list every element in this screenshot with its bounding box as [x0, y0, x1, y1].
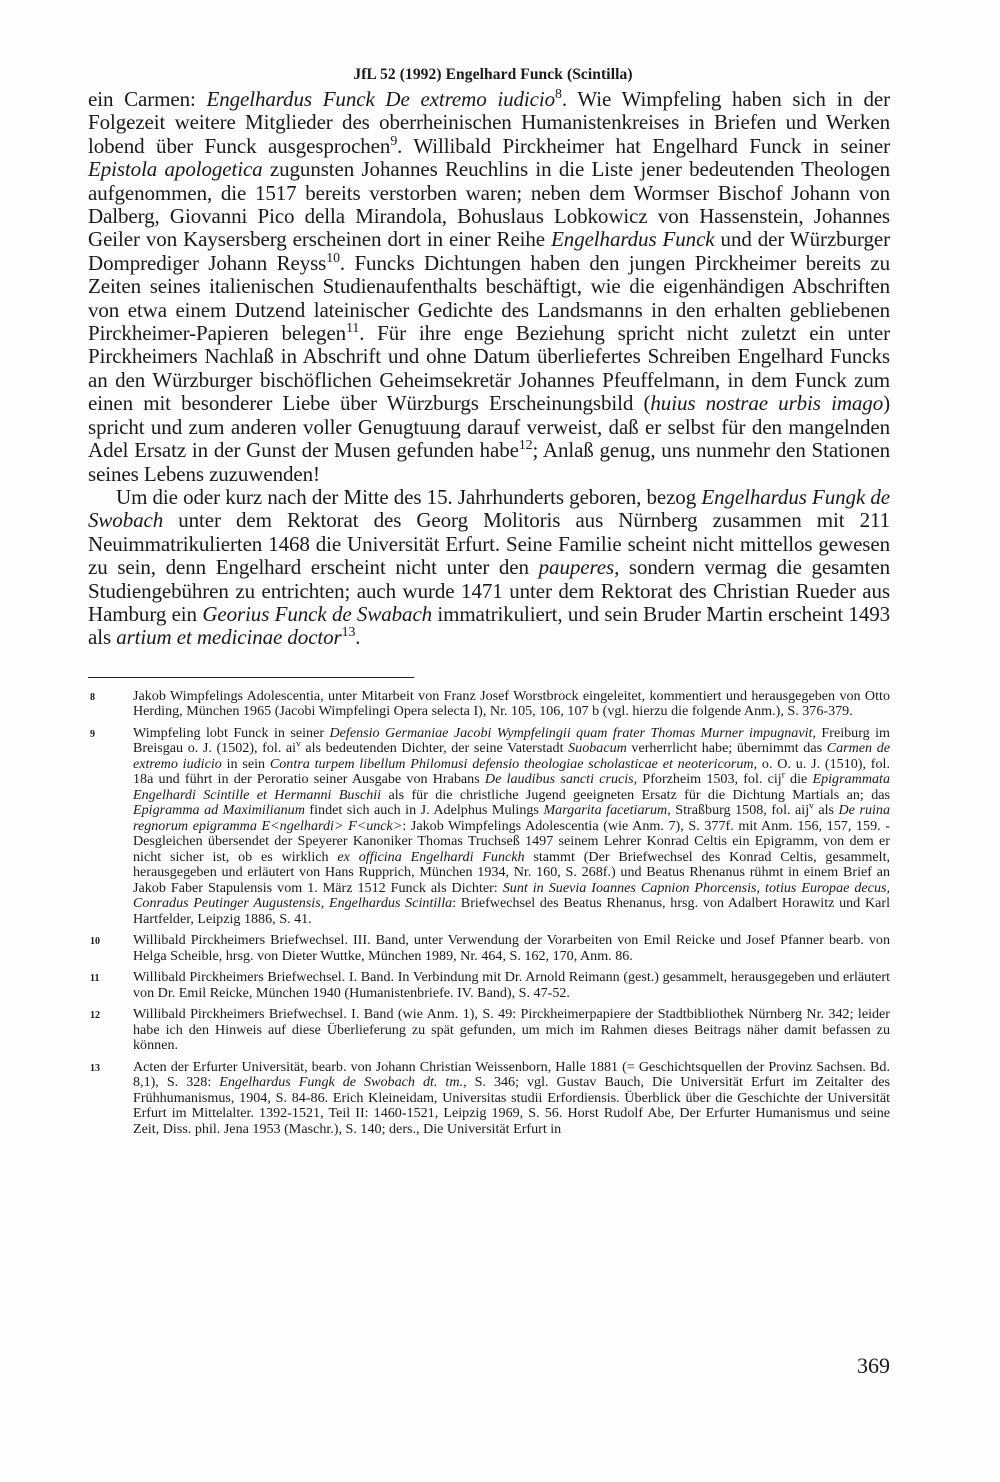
footnote-number: 11 [90, 973, 100, 985]
footnote-text [133, 1007, 890, 1054]
italic-text: Epigramma ad Maximilianum [133, 802, 305, 819]
footnote-reference: r [781, 770, 785, 781]
footnote-reference: 11 [346, 320, 360, 336]
footnote-reference: v [296, 739, 301, 750]
italic-text: Georius Funck de Swabach [202, 601, 433, 626]
italic-text: artium et medicinae doctor [116, 625, 342, 650]
footnote-number: 13 [90, 1062, 100, 1074]
footnote-text [133, 970, 890, 1001]
footnote-text [133, 933, 890, 964]
text-run: zugunsten Johannes Reuchlins in die Liste jener bedeutenden Theologen aufgenommen, die 1517 bereits verstorben waren; neben dem Wormser Bischof Johann von Dalberg, Giovanni Pico della Mirandola, Bohuslaus Lobkowicz von Hassenstein, Johannes Geiler von Kaysersberg erscheinen dort in einer Reihe [88, 157, 890, 252]
text-run: ) spricht und zum anderen voller Genugtuung darauf verweist, daß er selbst für den mangelnden Adel Ersatz in der Gunst der Musen gefunden habe [88, 391, 890, 463]
italic-text: Engelhardus Funck [551, 227, 715, 252]
footnote-text [133, 689, 890, 720]
paragraph [88, 486, 890, 650]
italic-text: Engelhardus Funck De extremo iudicio [206, 87, 556, 111]
footnote [88, 1060, 890, 1138]
footnote-reference: 13 [341, 624, 356, 640]
text-run: : Briefwechsel des Beatus Rhenanus, hrsg. von Adalbert Horawitz und Karl Hartfelder, Leipzig 1886, S. 41. [133, 895, 890, 927]
footnote [88, 726, 890, 928]
footnote-number: 9 [90, 728, 95, 740]
footnote-reference: 10 [326, 249, 340, 265]
text-run: , Freiburg im Breisgau o. J. (1502), fol. ai [133, 724, 891, 757]
text-run: Willibald Pirckheimers Briefwechsel. III. Band, unter Verwendung der Vorarbeiten von Emil Reicke und Josef Pfanner bearb. von Helga Scheible, hrsg. von Dieter Wuttke, München 1989, Nr. 464, S. 162, 170, Anm. 86. [133, 932, 890, 964]
footnote [88, 689, 890, 720]
text-run: Um die oder kurz nach der Mitte des 15. Jahrhunderts geboren, bezog [116, 484, 702, 509]
text-run: ein Carmen: [88, 87, 207, 111]
text-run: unter dem Rektorat des Georg Molitoris aus Nürnberg zusammen mit 211 Neuimmatrikulierten 1468 die Universität Erfurt. Seine Familie scheint nicht mittellos gewesen zu sein, denn Engelhard erscheint nicht unter den [88, 508, 890, 580]
footnote-separator [88, 677, 414, 678]
italic-text: Engelhardus Fungk de Swobach dt. tm. [219, 1074, 464, 1091]
text-run: , Pforzheim 1503, fol. cij [633, 771, 782, 788]
italic-text: Carmen de extremo iudicio [133, 740, 890, 772]
text-run: ; Anlaß genug, uns nunmehr den Stationen seines Lebens zuzuwenden! [88, 438, 890, 486]
footnote-reference: 8 [555, 86, 562, 101]
text-run: . Funcks Dichtungen haben den jungen Pirckheimer bereits zu Zeiten seines italienischen Studienaufenthalts beschäftigt, wie die eigenhändigen Abschriften von etwa einem Dutzend lateinischer Gedichte des Landsmanns in den erhalten gebliebenen Pirckheimer-Papieren belegen [88, 250, 891, 346]
footnote [88, 933, 890, 964]
text-run: und der Würzburger Domprediger Johann Reyss [88, 227, 890, 275]
text-run: . [355, 625, 361, 650]
italic-text: Defensio Germaniae Jacobi Wympfelingii quam frater Thomas Murner impugnavit [329, 724, 813, 741]
text-run: die [784, 771, 813, 788]
italic-text: Epistola apologetica [88, 157, 263, 182]
paragraph [88, 88, 890, 486]
running-header: JfL 52 (1992) Engelhard Funck (Scintilla) [353, 66, 633, 83]
text-run: als für die christliche Jugend geeigneten Ersatz für die Dichtung Martials an; das [381, 786, 890, 803]
italic-text: De ruina regnorum epigramma E<ngelhardi> F<unck> [133, 802, 890, 834]
text-run: Willibald Pirckheimers Briefwechsel. I. Band (wie Anm. 1), S. 49: Pirckheimerpapiere der Stadtbibliothek Nürnberg Nr. 342; leider habe ich den Hinweis auf diese Überlieferung zu spät gefunden, um mich im Rahmen dieses Beitrags näher damit befassen zu können. [133, 1006, 890, 1054]
text-run: . Für ihre enge Beziehung spricht nicht zuletzt ein unter Pirckheimers Nachlaß in Abschrift und ohne Datum überliefertes Schreiben Engelhard Funcks an den Würzburger bischöflichen Geheimsekretär Johannes Pfeuffelmann, in dem Funck zum einen mit besonderer Liebe über Würzburgs Erscheinungsbild ( [88, 321, 891, 416]
italic-text: De laudibus sancti crucis [484, 771, 634, 788]
text-run: verherrlicht habe; übernimmt das [626, 740, 827, 757]
footnote-reference: 12 [518, 437, 533, 453]
italic-text: huius nostrae urbis imago [650, 391, 884, 416]
text-run: immatrikuliert, und sein Bruder Martin erscheint 1493 als [88, 601, 891, 650]
footnote-reference: 9 [390, 132, 398, 148]
italic-text: Suobacum [568, 740, 627, 757]
page-number: 369 [857, 1353, 890, 1378]
footnote-number: 8 [90, 691, 95, 703]
text-run: in sein [221, 755, 270, 772]
text-run: , sondern vermag die gesamten Studiengebühren zu entrichten; auch wurde 1471 unter dem Rektorat des Christian Rueder aus Hamburg ein [88, 555, 891, 626]
text-run: . Willibald Pirckheimer hat Engelhard Funck in seiner [397, 133, 890, 158]
text-run: als [813, 802, 839, 819]
document-page [88, 66, 890, 1143]
text-run: Acten der Erfurter Universität, bearb. von Johann Christian Weissenborn, Halle 1881 (= Geschichtsquellen der Provinz Sachsen. Bd. 8,1), S. 328: [133, 1058, 890, 1091]
footnote [88, 1007, 890, 1054]
italic-text: Engelhardus Fungk de Swobach [88, 484, 890, 533]
footnote-text [133, 726, 890, 928]
text-run: , Straßburg 1508, fol. aij [667, 802, 810, 819]
text-run: stammt (Der Briefwechsel des Konrad Celtis, gesammelt, herausgegeben und erläutert von Hans Rupprich, München 1934, Nr. 160, S. 268f.) und Beatus Rhenanus rühmt in einem Brief an Jakob Faber Stapulensis vom 1. März 1512 Funck als Dichter: [133, 848, 891, 896]
text-run: , o. O. u. J. (1510), fol. 18a und führt in der Peroratio seiner Ausgabe von Hrabans [133, 755, 890, 788]
text-run: Wimpfeling lobt Funck in seiner [133, 724, 330, 741]
text-run: : Jakob Wimpfelings Adolescentia (wie Anm. 7), S. 377f. mit Anm. 156, 157, 159. - Desgleichen übersendet der Speyerer Kanoniker Thomas Truchseß 1497 seinem Lehrer Konrad Celtis ein Epigramm, von dem er nicht sicher ist, ob es wirklich [133, 817, 890, 865]
text-run: , S. 346; vgl. Gustav Bauch, Die Universität Erfurt im Zeitalter des Frühhumanismus, 1904, S. 84-86. Erich Kleineidam, Universitas studii Erfordiensis. Überblick über die Geschichte der Universität Erfurt im Mittelalter. 1392-1521, Teil II: 1460-1521, Leipzig 1969, S. 56. Horst Rudolf Abe, Der Erfurter Humanismus und seine Zeit, Diss. phil. Jena 1953 (Maschr.), S. 140; ders., Die Universität Erfurt in [133, 1074, 890, 1137]
italic-text: pauperes [538, 555, 615, 580]
text-run: Jakob Wimpfelings Adolescentia, unter Mitarbeit von Franz Josef Worstbrock eingeleitet, kommentiert und herausgegeben von Otto Herding, München 1965 (Jacobi Wimpfelingi Opera selecta I), Nr. 105, 106, 107 b (vgl. hierzu die folgende Anm.), S. 376-379. [133, 687, 890, 720]
italic-text: Sunt in Suevia Ioannes Capnion Phorcensis, totius Europae decus, Conradus Peutinger Augustensis, Engelhardus Scintilla [133, 879, 890, 912]
text-run: . Wie Wimpfeling haben sich in der Folgezeit weitere Mitglieder des oberrheinischen Humanistenkreises in Briefen und Werken lobend über Funck ausgesprochen [88, 87, 890, 158]
text-run: Willibald Pirckheimers Briefwechsel. I. Band. In Verbindung mit Dr. Arnold Reimann (gest.) gesammelt, herausgegeben und erläutert von Dr. Emil Reicke, München 1940 (Humanistenbriefe. IV. Band), S. 47-52. [133, 969, 890, 1001]
italic-text: ex officina Engelhardi Funckh [337, 848, 525, 865]
main-text [88, 88, 890, 650]
footnote-number: 12 [90, 1010, 100, 1022]
footnote [88, 970, 890, 1001]
text-run: findet sich auch in J. Adelphus Mulings [304, 802, 544, 819]
footnote-number: 10 [90, 936, 100, 948]
footnote-reference: v [809, 801, 814, 812]
text-run: als bedeutenden Dichter, der seine Vaterstadt [300, 740, 569, 757]
italic-text: Contra turpem libellum Philomusi defensio theologiae scholasticae et neotericorum [269, 755, 754, 772]
footnotes [88, 689, 890, 1138]
italic-text: Margarita facetiarum [543, 802, 668, 819]
italic-text: Epigrammata Engelhardi Scintille et Hermanni Buschii [133, 771, 890, 803]
footnote-text [133, 1060, 890, 1138]
